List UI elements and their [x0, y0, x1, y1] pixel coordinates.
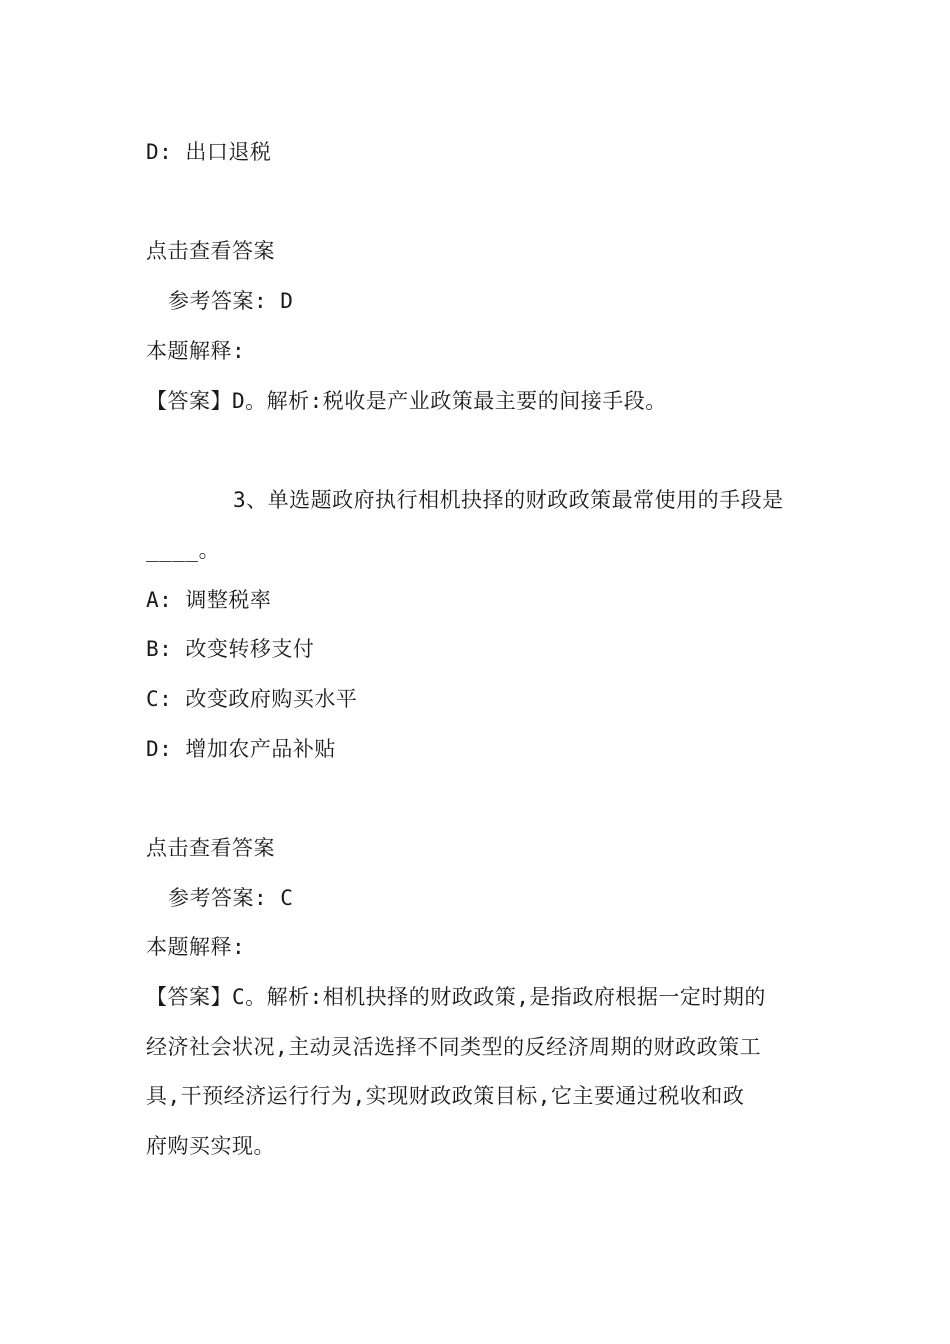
option-d: D: 增加农产品补贴 — [146, 737, 336, 761]
explanation-text: 【答案】D。解析:税收是产业政策最主要的间接手段。 — [146, 389, 667, 413]
option-b: B: 改变转移支付 — [146, 637, 315, 661]
option-a: A: 调整税率 — [146, 588, 272, 612]
question-stem-line2: ____。 — [146, 538, 221, 562]
reference-answer: 参考答案: D — [168, 289, 294, 313]
explanation-label: 本题解释: — [146, 339, 246, 363]
option-d: D: 出口退税 — [146, 140, 272, 164]
explanation-line: 经济社会状况,主动灵活选择不同类型的反经济周期的财政政策工 — [146, 1035, 762, 1059]
question-stem-line1: 3、单选题政府执行相机抉择的财政政策最常使用的手段是 — [233, 488, 784, 512]
reference-answer: 参考答案: C — [168, 886, 294, 910]
explanation-line: 【答案】C。解析:相机抉择的财政政策,是指政府根据一定时期的 — [146, 985, 766, 1009]
option-c: C: 改变政府购买水平 — [146, 687, 358, 711]
explanation-line: 府购买实现。 — [146, 1134, 275, 1158]
show-answer-link[interactable]: 点击查看答案 — [146, 239, 275, 263]
show-answer-link[interactable]: 点击查看答案 — [146, 836, 275, 860]
explanation-label: 本题解释: — [146, 935, 246, 959]
explanation-line: 具,干预经济运行行为,实现财政政策目标,它主要通过税收和政 — [146, 1084, 745, 1108]
